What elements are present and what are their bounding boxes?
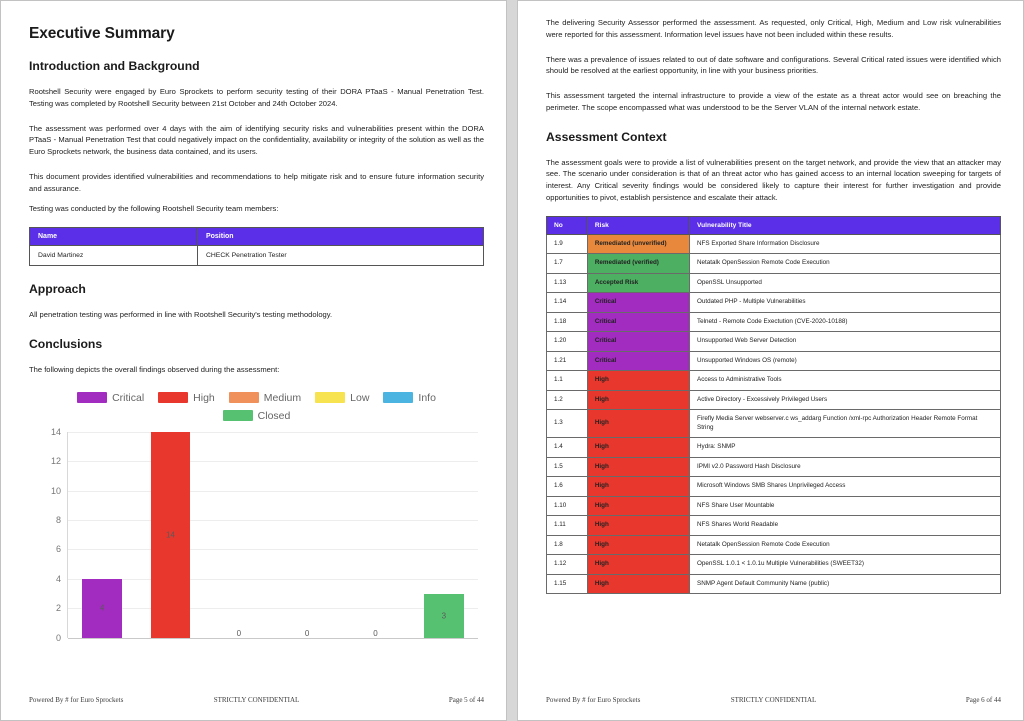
cell-vulnerability-title: Active Directory - Excessively Privileged Users: [690, 390, 1001, 410]
status-badge: Critical: [587, 351, 689, 371]
table-row: [547, 555, 1001, 575]
cell-finding-no: 1.10: [547, 496, 588, 516]
findings-table-body: [547, 234, 1001, 594]
chart-legend: [29, 392, 484, 422]
bar-critical: [82, 579, 122, 638]
cell-finding-no: 1.18: [547, 312, 588, 332]
cell-finding-no: 1.6: [547, 477, 588, 497]
cell-vulnerability-title: OpenSSL 1.0.1 < 1.0.1u Multiple Vulnerabilities (SWEET32): [690, 555, 1001, 575]
cell-vulnerability-title: NFS Exported Share Information Disclosure: [690, 234, 1001, 254]
y-axis-tick-label: 0: [55, 632, 61, 643]
paragraph-internal-infrastructure: This assessment targeted the internal infrastructure to provide a view of the estate as a threat actor would see on breaching the perimeter. The scope encompassed what was understood to be the Server VLAN of the internal network estate.: [546, 91, 1001, 112]
cell-finding-no: 1.12: [547, 555, 588, 575]
heading-approach: Approach: [29, 282, 86, 297]
legend-item-info: [383, 392, 436, 404]
cell-finding-no: 1.13: [547, 273, 588, 293]
table-header-row: [547, 216, 1001, 234]
bar-value-label: 0: [236, 628, 242, 638]
bar-slot-low: [273, 432, 341, 638]
heading-assessment-context: Assessment Context: [546, 129, 667, 144]
cell-vulnerability-title: Microsoft Windows SMB Shares Unprivileged Access: [690, 477, 1001, 497]
table-row: [547, 371, 1001, 391]
table-row: [547, 351, 1001, 371]
cell-finding-no: 1.8: [547, 535, 588, 555]
legend-swatch-icon: [315, 392, 345, 403]
bar-value-label: 3: [441, 611, 447, 621]
y-axis-tick-label: 8: [55, 514, 61, 525]
chart-legend-row-2: [49, 410, 464, 422]
bar-slot-high: [136, 432, 204, 638]
table-row: [547, 477, 1001, 497]
bar-slot-closed: [410, 432, 478, 638]
cell-vulnerability-title: Firefly Media Server webserver.c ws_addarg Function /xml-rpc Authorization Header Remote Format String: [690, 410, 1001, 438]
chart-y-axis: [33, 426, 67, 643]
legend-item-low: [315, 392, 369, 404]
paragraph-team-intro: Testing was conducted by the following Rootshell Security team members:: [29, 204, 279, 214]
table-header-row: [30, 228, 484, 246]
cell-vulnerability-title: Netatalk OpenSession Remote Code Execution: [690, 535, 1001, 555]
status-badge: Accepted Risk: [587, 273, 689, 293]
y-axis-tick-label: 2: [55, 603, 61, 614]
table-row: [547, 574, 1001, 594]
gridline: [68, 638, 478, 639]
bar-value-label: 14: [166, 530, 175, 540]
status-badge: High: [587, 477, 689, 497]
table-row: [30, 246, 484, 266]
table-row: [547, 457, 1001, 477]
table-row: [547, 332, 1001, 352]
findings-bar-chart: [29, 392, 484, 660]
table-row: [547, 535, 1001, 555]
status-badge: Remediated (unverified): [587, 234, 689, 254]
paragraph-assessor-scope: The delivering Security Assessor performed the assessment. As requested, only Critical, High, Medium and Low risk vulnerabilities were reported for this assessment. Information level issues have not been included within these results.: [546, 18, 1001, 39]
legend-item-closed: [223, 410, 291, 422]
bar-value-label: 4: [99, 603, 105, 613]
column-header-risk: Risk: [587, 216, 689, 234]
footer-powered-by: Powered By # for Euro Sprockets: [546, 696, 641, 704]
table-row: [547, 293, 1001, 313]
cell-vulnerability-title: NFS Share User Mountable: [690, 496, 1001, 516]
table-row: [547, 390, 1001, 410]
cell-finding-no: 1.9: [547, 234, 588, 254]
cell-vulnerability-title: OpenSSL Unsupported: [690, 273, 1001, 293]
legend-swatch-icon: [229, 392, 259, 403]
status-badge: High: [587, 371, 689, 391]
page-title: Executive Summary: [29, 25, 175, 42]
footer-page-number: Page 6 of 44: [965, 696, 1002, 704]
bar-high: [151, 432, 191, 638]
cell-finding-no: 1.15: [547, 574, 588, 594]
status-badge: Critical: [587, 332, 689, 352]
cell-vulnerability-title: IPMI v2.0 Password Hash Disclosure: [690, 457, 1001, 477]
cell-member-position: CHECK Penetration Tester: [197, 246, 483, 266]
y-axis-tick-label: 14: [50, 426, 61, 437]
team-members-table: [29, 227, 484, 266]
bar-value-label: 0: [304, 628, 310, 638]
page-footer: [29, 696, 484, 704]
table-row: [547, 438, 1001, 458]
status-badge: High: [587, 410, 689, 438]
cell-finding-no: 1.11: [547, 516, 588, 536]
column-header-no: No: [547, 216, 588, 234]
bar-slot-medium: [205, 432, 273, 638]
table-row: [547, 254, 1001, 274]
status-badge: High: [587, 574, 689, 594]
y-axis-tick-label: 4: [55, 573, 61, 584]
cell-finding-no: 1.14: [547, 293, 588, 313]
footer-confidentiality: STRICTLY CONFIDENTIAL: [213, 696, 300, 704]
page-footer: [546, 696, 1001, 704]
legend-swatch-icon: [158, 392, 188, 403]
cell-finding-no: 1.5: [547, 457, 588, 477]
paragraph-conclusions: The following depicts the overall findings observed during the assessment:: [29, 364, 280, 374]
cell-vulnerability-title: Unsupported Web Server Detection: [690, 332, 1001, 352]
table-row: [547, 496, 1001, 516]
table-row: [547, 234, 1001, 254]
cell-vulnerability-title: Netatalk OpenSession Remote Code Execution: [690, 254, 1001, 274]
cell-finding-no: 1.20: [547, 332, 588, 352]
bar-slot-info: [341, 432, 409, 638]
table-row: [547, 516, 1001, 536]
legend-label: Medium: [263, 391, 302, 404]
paragraph-assessment-scope: The assessment was performed over 4 days with the aim of identifying security risks and vulnerabilities present within the DORA PTaaS - Manual Penetration Test that could negatively impact on the confidentiality, availability or integrity of the solution as well as the Euro Sprockets network, the business data contained, and its users.: [29, 123, 484, 157]
cell-finding-no: 1.4: [547, 438, 588, 458]
legend-label: Critical: [112, 391, 145, 404]
document-page-5: [0, 0, 507, 721]
cell-finding-no: 1.3: [547, 410, 588, 438]
chart-grid: [67, 432, 478, 638]
paragraph-document-purpose: This document provides identified vulnerabilities and recommendations to help mitigate risk and to ensure future information security and assurance.: [29, 171, 484, 193]
legend-label: High: [193, 391, 215, 404]
y-axis-tick-label: 12: [50, 456, 61, 467]
footer-powered-by: Powered By # for Euro Sprockets: [29, 696, 124, 704]
legend-swatch-icon: [383, 392, 413, 403]
status-badge: High: [587, 457, 689, 477]
heading-introduction: Introduction and Background: [29, 59, 200, 73]
status-badge: High: [587, 535, 689, 555]
paragraph-engagement: Rootshell Security were engaged by Euro Sprockets to perform security testing of their DORA PTaaS - Manual Penetration Test. Testing was completed by Rootshell Security between 21st October and 24th October 2024.: [29, 87, 484, 108]
legend-label: Closed: [257, 409, 291, 422]
bar-slot-critical: [68, 432, 136, 638]
paragraph-approach: All penetration testing was performed in line with Rootshell Security's testing methodology.: [29, 310, 333, 320]
bar-value-label: 0: [373, 628, 378, 638]
status-badge: High: [587, 390, 689, 410]
cell-vulnerability-title: SNMP Agent Default Community Name (public): [690, 574, 1001, 594]
status-badge: High: [587, 516, 689, 536]
cell-finding-no: 1.7: [547, 254, 588, 274]
status-badge: High: [587, 438, 689, 458]
cell-member-name: David Martinez: [30, 246, 198, 266]
y-axis-tick-label: 10: [50, 485, 61, 496]
status-badge: High: [587, 496, 689, 516]
chart-bars: [68, 432, 478, 638]
legend-item-critical: [77, 392, 144, 404]
paragraph-assessment-goals: The assessment goals were to provide a list of vulnerabilities present on the target network, and provide the view that an attacker may see. The scenario under consideration is that of an threat actor who has gained access to an internal location sweeping for targets of interest. Any Critical severity findings would be considered likely to capture their interest for further investigation and provide opportunities to pivot, establish persistence and escalate their attack.: [546, 157, 1001, 202]
table-row: [547, 312, 1001, 332]
vulnerability-findings-table: [546, 216, 1001, 595]
column-header-vulnerability-title: Vulnerability Title: [690, 216, 1001, 234]
cell-finding-no: 1.1: [547, 371, 588, 391]
cell-vulnerability-title: Access to Administrative Tools: [690, 371, 1001, 391]
legend-swatch-icon: [77, 392, 107, 403]
table-row: [547, 410, 1001, 438]
column-header-name: Name: [30, 228, 198, 246]
document-page-6: [517, 0, 1024, 721]
y-axis-tick-label: 6: [55, 544, 61, 555]
legend-swatch-icon: [223, 410, 253, 421]
status-badge: Critical: [587, 293, 689, 313]
bar-closed: [424, 594, 464, 638]
cell-vulnerability-title: Telnetd - Remote Code Exectution (CVE-2020-10188): [690, 312, 1001, 332]
column-header-position: Position: [197, 228, 483, 246]
heading-conclusions: Conclusions: [29, 336, 103, 351]
legend-label: Info: [418, 391, 436, 404]
footer-page-number: Page 5 of 44: [448, 696, 485, 704]
table-row: [547, 273, 1001, 293]
status-badge: Remediated (verified): [587, 254, 689, 274]
legend-item-high: [158, 392, 215, 404]
footer-confidentiality: STRICTLY CONFIDENTIAL: [730, 696, 817, 704]
legend-label: Low: [350, 391, 370, 404]
cell-finding-no: 1.21: [547, 351, 588, 371]
legend-item-medium: [229, 392, 301, 404]
cell-vulnerability-title: Hydra: SNMP: [690, 438, 1001, 458]
status-badge: Critical: [587, 312, 689, 332]
cell-finding-no: 1.2: [547, 390, 588, 410]
paragraph-issue-prevalence: There was a prevalence of issues related to out of date software and configurations. Several Critical rated issues were identified which should be resolved at the earliest opportunity, in line with your business priorities.: [546, 54, 1001, 76]
chart-plot-area: [33, 426, 484, 660]
status-badge: High: [587, 555, 689, 575]
cell-vulnerability-title: Unsupported Windows OS (remote): [690, 351, 1001, 371]
cell-vulnerability-title: NFS Shares World Readable: [690, 516, 1001, 536]
cell-vulnerability-title: Outdated PHP - Multiple Vulnerabilities: [690, 293, 1001, 313]
